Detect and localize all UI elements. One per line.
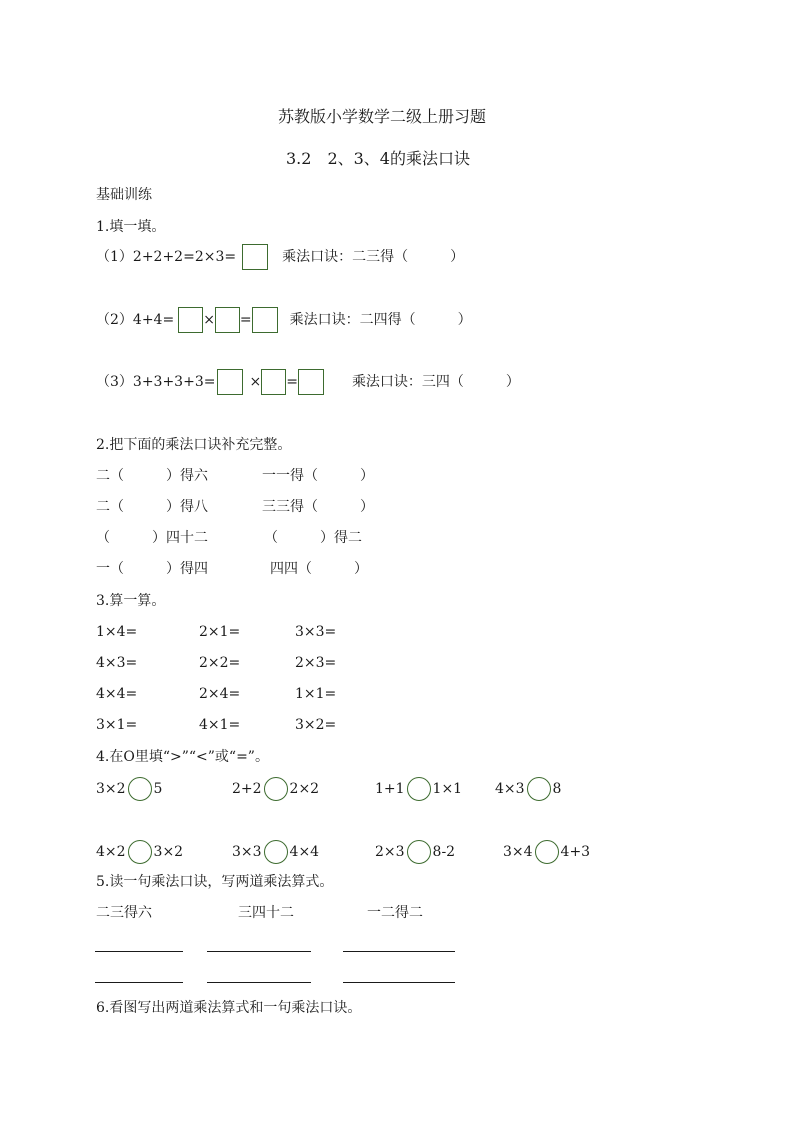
answer-box[interactable] — [178, 307, 203, 333]
q1-item-2 — [96, 306, 472, 334]
answer-box[interactable] — [261, 369, 286, 395]
times-sign: × — [203, 312, 215, 328]
q3-item: 4×3= — [96, 655, 138, 671]
q4-left-expr: 4×2 — [96, 844, 126, 860]
q4-left-expr: 3×3 — [232, 844, 262, 860]
q1-item-3 — [96, 368, 520, 396]
q3-item: 4×1= — [199, 717, 241, 733]
q2-heading: 2.把下面的乘法口诀补充完整。 — [96, 437, 292, 453]
q4-item — [375, 776, 462, 802]
compare-circle[interactable] — [264, 840, 288, 864]
q1-item-3-rhyme: 乘法口诀：三四（ ） — [351, 374, 520, 390]
q3-item: 2×4= — [199, 686, 241, 702]
q5-rhyme: 一二得二 — [367, 905, 423, 921]
q4-heading: 4.在O里填“>”“<”或“=”。 — [96, 749, 269, 765]
page-title: 苏教版小学数学二级上册习题 — [278, 107, 487, 126]
q5-rhyme: 三四十二 — [238, 905, 294, 921]
q3-item: 2×2= — [199, 655, 241, 671]
times-sign: × — [249, 374, 262, 390]
q2-row-2-left: 二（ ）得八 — [96, 499, 208, 515]
q1-item-1-rhyme: 乘法口诀：二三得（ ） — [282, 249, 465, 265]
compare-circle[interactable] — [407, 840, 431, 864]
compare-circle[interactable] — [128, 777, 152, 801]
equals-sign: = — [286, 374, 298, 390]
q4-item — [232, 776, 319, 802]
q2-row-4-left: 一（ ）得四 — [96, 561, 208, 577]
q2-row-3-right: （ ）得二 — [264, 530, 362, 546]
q1-item-1 — [96, 243, 464, 271]
answer-line[interactable] — [343, 982, 455, 983]
q4-item — [96, 839, 183, 865]
q1-heading: 1.填一填。 — [96, 219, 166, 235]
q4-left-expr: 3×4 — [503, 844, 533, 860]
q4-right-expr: 2×2 — [289, 781, 320, 797]
q2-row-2-right: 三三得（ ） — [262, 499, 374, 515]
answer-box[interactable] — [298, 369, 324, 395]
compare-circle[interactable] — [535, 840, 559, 864]
q2-row-1-left: 二（ ）得六 — [96, 468, 208, 484]
answer-line[interactable] — [343, 951, 455, 952]
q4-left-expr: 3×2 — [96, 781, 126, 797]
q4-item — [495, 776, 561, 802]
answer-line[interactable] — [95, 951, 183, 952]
q4-right-expr: 3×2 — [153, 844, 184, 860]
q4-right-expr: 5 — [153, 781, 163, 797]
q3-item: 3×1= — [96, 717, 138, 733]
q4-right-expr: 8-2 — [432, 844, 456, 860]
q4-right-expr: 4×4 — [289, 844, 320, 860]
q3-item: 3×3= — [295, 624, 337, 640]
compare-circle[interactable] — [527, 777, 551, 801]
q1-item-1-expression: （1）2+2+2=2×3= — [96, 249, 237, 265]
q1-item-3-expression: （3）3+3+3+3= — [96, 374, 216, 390]
q5-rhyme: 二三得六 — [96, 905, 152, 921]
section-label: 基础训练 — [96, 187, 152, 203]
answer-line[interactable] — [95, 982, 183, 983]
q4-item — [232, 839, 319, 865]
answer-line[interactable] — [207, 982, 311, 983]
q4-right-expr: 8 — [552, 781, 562, 797]
q1-item-2-rhyme: 乘法口诀：二四得（ ） — [289, 312, 472, 328]
q4-item — [503, 839, 590, 865]
compare-circle[interactable] — [128, 840, 152, 864]
q4-item — [375, 839, 455, 865]
compare-circle[interactable] — [407, 777, 431, 801]
q4-left-expr: 2+2 — [232, 781, 262, 797]
q2-row-3-left: （ ）四十二 — [96, 530, 208, 546]
q4-right-expr: 1×1 — [432, 781, 463, 797]
q4-left-expr: 2×3 — [375, 844, 405, 860]
equals-sign: = — [239, 312, 252, 328]
answer-line[interactable] — [207, 951, 311, 952]
answer-box[interactable] — [215, 307, 240, 333]
q3-item: 1×1= — [295, 686, 337, 702]
q5-heading: 5.读一句乘法口诀，写两道乘法算式。 — [96, 874, 334, 890]
answer-box[interactable] — [242, 244, 268, 270]
q3-heading: 3.算一算。 — [96, 593, 166, 609]
q3-item: 4×4= — [96, 686, 138, 702]
q4-right-expr: 4+3 — [560, 844, 591, 860]
q2-row-4-right: 四四（ ） — [270, 561, 368, 577]
q3-item: 1×4= — [96, 624, 138, 640]
q6-heading: 6.看图写出两道乘法算式和一句乘法口诀。 — [96, 1000, 362, 1016]
page-subtitle: 3.2 2、3、4的乘法口诀 — [286, 149, 470, 168]
answer-box[interactable] — [252, 307, 278, 333]
answer-box[interactable] — [217, 369, 243, 395]
compare-circle[interactable] — [264, 777, 288, 801]
q3-item: 2×1= — [199, 624, 241, 640]
q3-item: 2×3= — [295, 655, 337, 671]
q4-left-expr: 1+1 — [375, 781, 405, 797]
q4-left-expr: 4×3 — [495, 781, 525, 797]
q2-row-1-right: 一一得（ ） — [262, 468, 374, 484]
q1-item-2-expression: （2）4+4= — [96, 312, 175, 328]
q3-item: 3×2= — [295, 717, 337, 733]
q4-item — [96, 776, 162, 802]
